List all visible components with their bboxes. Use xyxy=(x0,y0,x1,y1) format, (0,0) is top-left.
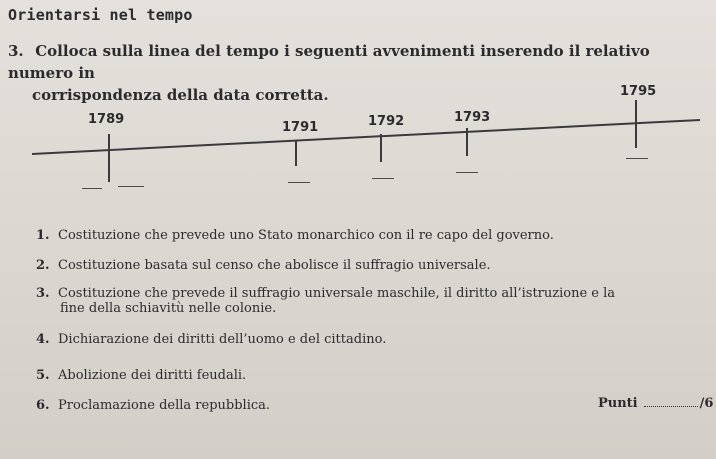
item-number: 3. xyxy=(36,286,50,301)
year-label-1795: 1795 xyxy=(620,84,657,99)
list-item xyxy=(36,286,615,316)
list-item xyxy=(36,228,554,243)
tick-1792 xyxy=(380,134,382,162)
item-text-continued: fine della schiavitù nelle colonie. xyxy=(60,301,277,316)
tick-1793 xyxy=(466,128,468,156)
item-text: Costituzione basata sul censo che abolisce il suffragio universale. xyxy=(58,258,491,273)
item-number: 1. xyxy=(36,228,50,243)
item-number: 5. xyxy=(36,368,50,383)
list-item xyxy=(36,368,246,383)
list-item xyxy=(36,258,491,273)
instruction-line-1: Colloca sulla linea del tempo i seguenti avvenimenti inserendo il relativo numero in xyxy=(8,42,650,82)
item-text: Proclamazione della repubblica. xyxy=(58,398,271,413)
item-number: 6. xyxy=(36,398,50,413)
year-label-1791: 1791 xyxy=(282,120,319,135)
answer-blank[interactable] xyxy=(372,178,394,179)
timeline xyxy=(0,82,716,202)
tick-1789 xyxy=(108,134,110,182)
answer-blank[interactable] xyxy=(456,172,478,173)
year-label-1789: 1789 xyxy=(88,112,125,127)
tick-1791 xyxy=(295,140,297,166)
section-title: Orientarsi nel tempo xyxy=(8,6,193,24)
score-field xyxy=(598,396,713,411)
item-text: Abolizione dei diritti feudali. xyxy=(58,368,247,383)
exercise-number: 3. xyxy=(8,42,24,60)
answer-blank[interactable] xyxy=(118,186,144,187)
item-text: Dichiarazione dei diritti dell’uomo e del cittadino. xyxy=(58,332,387,347)
instruction-line-2: corrispondenza della data corretta. xyxy=(32,86,329,104)
item-text: Costituzione che prevede uno Stato monarchico con il re capo del governo. xyxy=(58,228,554,243)
answer-blank[interactable] xyxy=(288,182,310,183)
score-max: /6 xyxy=(699,396,714,411)
item-number: 2. xyxy=(36,258,50,273)
item-text: Costituzione che prevede il suffragio universale maschile, il diritto all’istruzione e la xyxy=(58,286,616,301)
score-label: Punti xyxy=(598,396,638,411)
list-item xyxy=(36,398,270,413)
list-item xyxy=(36,332,386,347)
tick-1795 xyxy=(635,100,637,148)
item-number: 4. xyxy=(36,332,50,347)
answer-blank[interactable] xyxy=(626,158,648,159)
year-label-1793: 1793 xyxy=(454,110,491,125)
score-input-line[interactable] xyxy=(644,406,698,407)
year-label-1792: 1792 xyxy=(368,114,405,129)
answer-blank[interactable] xyxy=(82,188,102,189)
